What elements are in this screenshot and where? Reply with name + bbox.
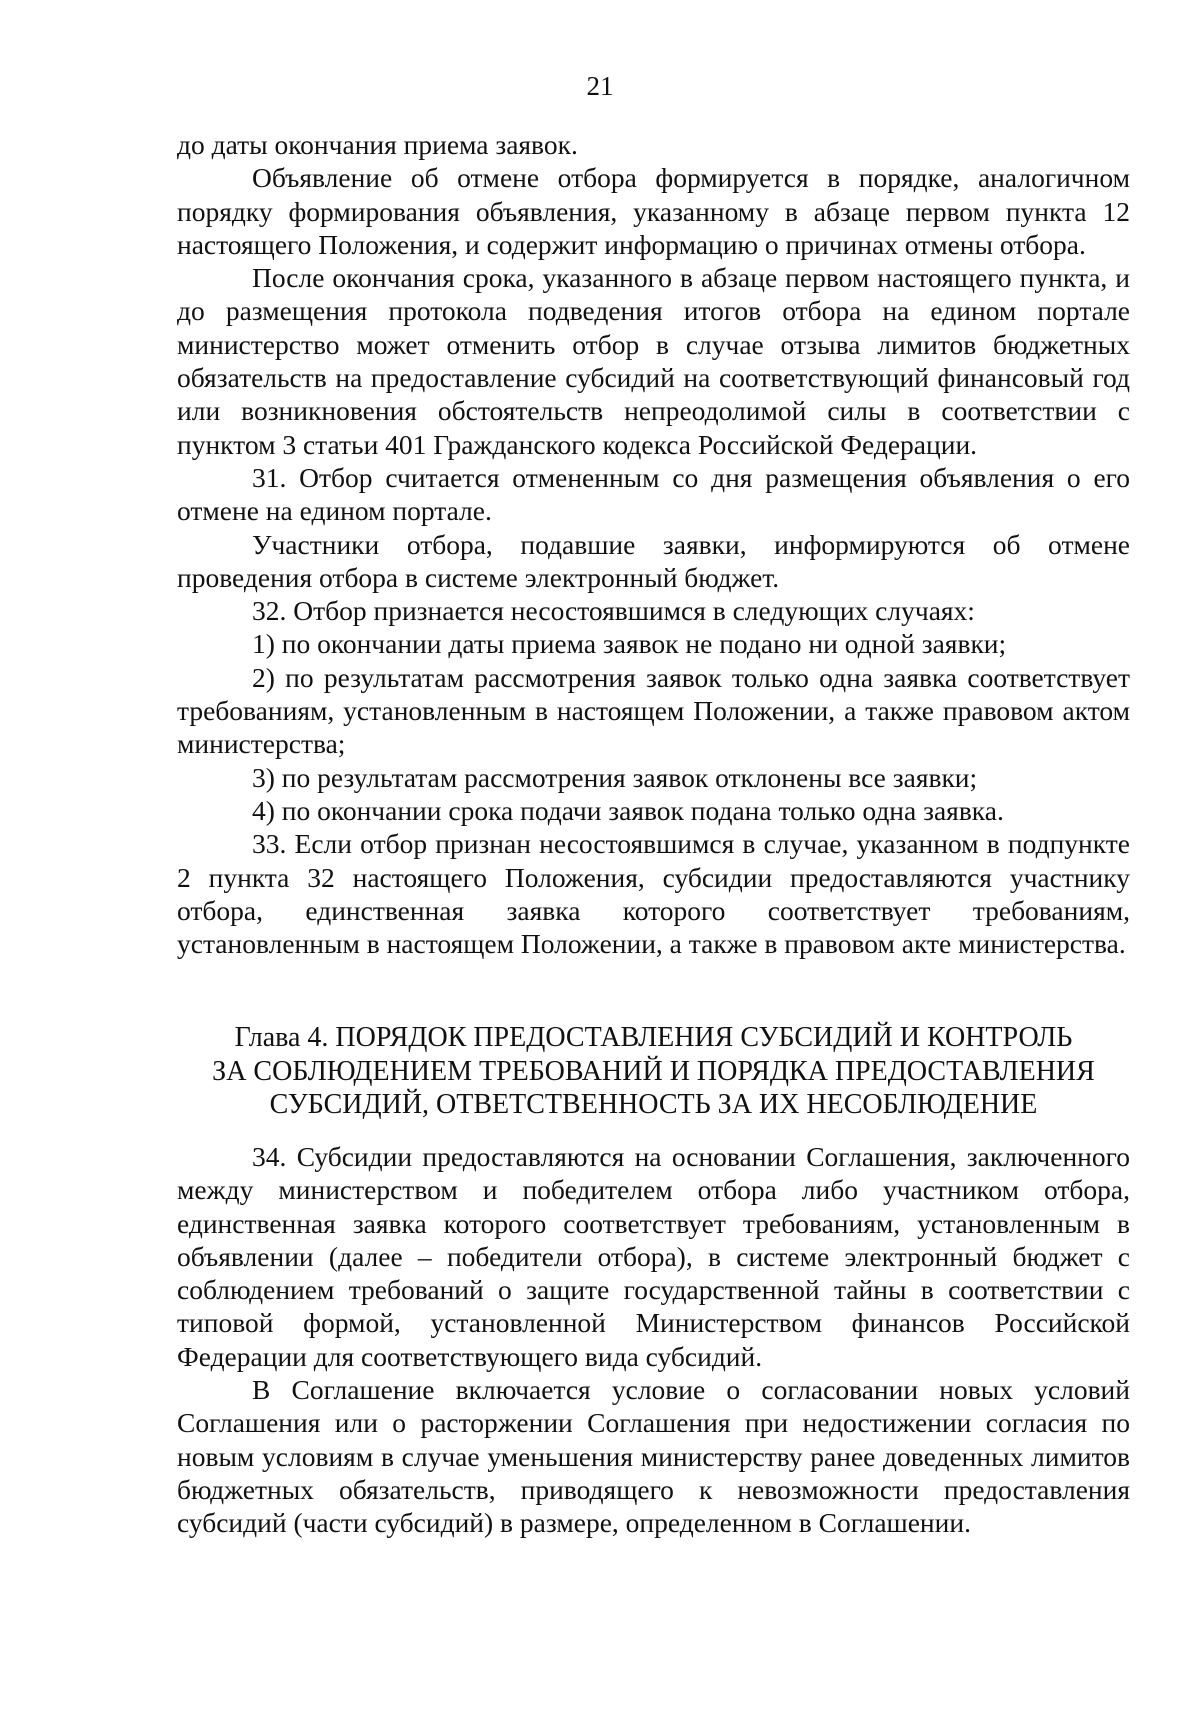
body-text-top	[177, 128, 1130, 960]
chapter-heading-line: СУБСИДИЙ, ОТВЕТСТВЕННОСТЬ ЗА ИХ НЕСОБЛЮДЕНИЕ	[269, 1089, 1038, 1120]
paragraph-cancel-announcement: Объявление об отмене отбора формируется в порядке, аналогичном порядку формирования объявления, указанному в абзаце первом пункта 12 настоящего Положения, и содержит информацию о причинах отмены отбора.	[177, 162, 1130, 260]
subitem-32-4: 4) по окончании срока подачи заявок подана только одна заявка.	[252, 794, 1004, 826]
paragraph-item-31: 31. Отбор считается отмененным со дня размещения объявления о его отмене на едином портале.	[177, 461, 1130, 527]
paragraph-item-33: 33. Если отбор признан несостоявшимся в случае, указанном в подпункте 2 пункта 32 настоящего Положения, субсидии предоставляются участнику отбора, единственная заявка которого соответствует требованиям, установленным в настоящем Положении, а также в правовом акте министерства.	[177, 828, 1130, 960]
paragraph-item-32: 32. Отбор признается несостоявшимся в следующих случаях:	[252, 595, 975, 627]
paragraph-cancel-conditions: После окончания срока, указанного в абзаце первом настоящего пункта, и до размещения протокола подведения итогов отбора на едином портале министерство может отменить отбор в случае отзыва лимитов бюджетных обязательств на предоставление субсидий на соответствующий финансовый год или возникновения обстоятельств непреодолимой силы в соответствии с пунктом 3 статьи 401 Гражданского кодекса Российской Федерации.	[177, 262, 1130, 460]
page-number: 21	[586, 71, 614, 101]
chapter-heading-line: Глава 4. ПОРЯДОК ПРЕДОСТАВЛЕНИЯ СУБСИДИЙ И КОНТРОЛЬ	[234, 1022, 1073, 1053]
subitem-32-3: 3) по результатам рассмотрения заявок отклонены все заявки;	[252, 761, 978, 793]
chapter-heading	[177, 1021, 1130, 1122]
subitem-32-2: 2) по результатам рассмотрения заявок только одна заявка соответствует требованиям, установленным в настоящем Положении, а также правовом актом министерства;	[177, 661, 1130, 760]
subitem-32-1: 1) по окончании даты приема заявок не подано ни одной заявки;	[252, 628, 1007, 660]
chapter-heading-line: ЗА СОБЛЮДЕНИЕМ ТРЕБОВАНИЙ И ПОРЯДКА ПРЕДОСТАВЛЕНИЯ	[212, 1055, 1095, 1087]
paragraph-agreement-conditions: В Соглашение включается условие о согласовании новых условий Соглашения или о расторжении Соглашения при недостижении согласия по новым условиям в случае уменьшения министерству ранее доведенных лимитов бюджетных обязательств, приводящего к невозможности предоставления субсидий (части субсидий) в размере, определенном в Соглашении.	[177, 1374, 1130, 1539]
body-text-bottom	[177, 1140, 1130, 1540]
paragraph-item-34: 34. Субсидии предоставляются на основании Соглашения, заключенного между министерством и победителем отбора либо участником отбора, единственная заявка которого соответствует требованиям, установленным в объявлении (далее – победители отбора), в системе электронный бюджет с соблюдением требований о защите государственной тайны в соответствии с типовой формой, установленной Министерством финансов Российской Федерации для соответствующего вида субсидий.	[177, 1141, 1130, 1372]
paragraph-participants-informed: Участники отбора, подавшие заявки, информируются об отмене проведения отбора в системе электронный бюджет.	[177, 528, 1130, 593]
paragraph-continuation: до даты окончания приема заявок.	[177, 129, 578, 160]
